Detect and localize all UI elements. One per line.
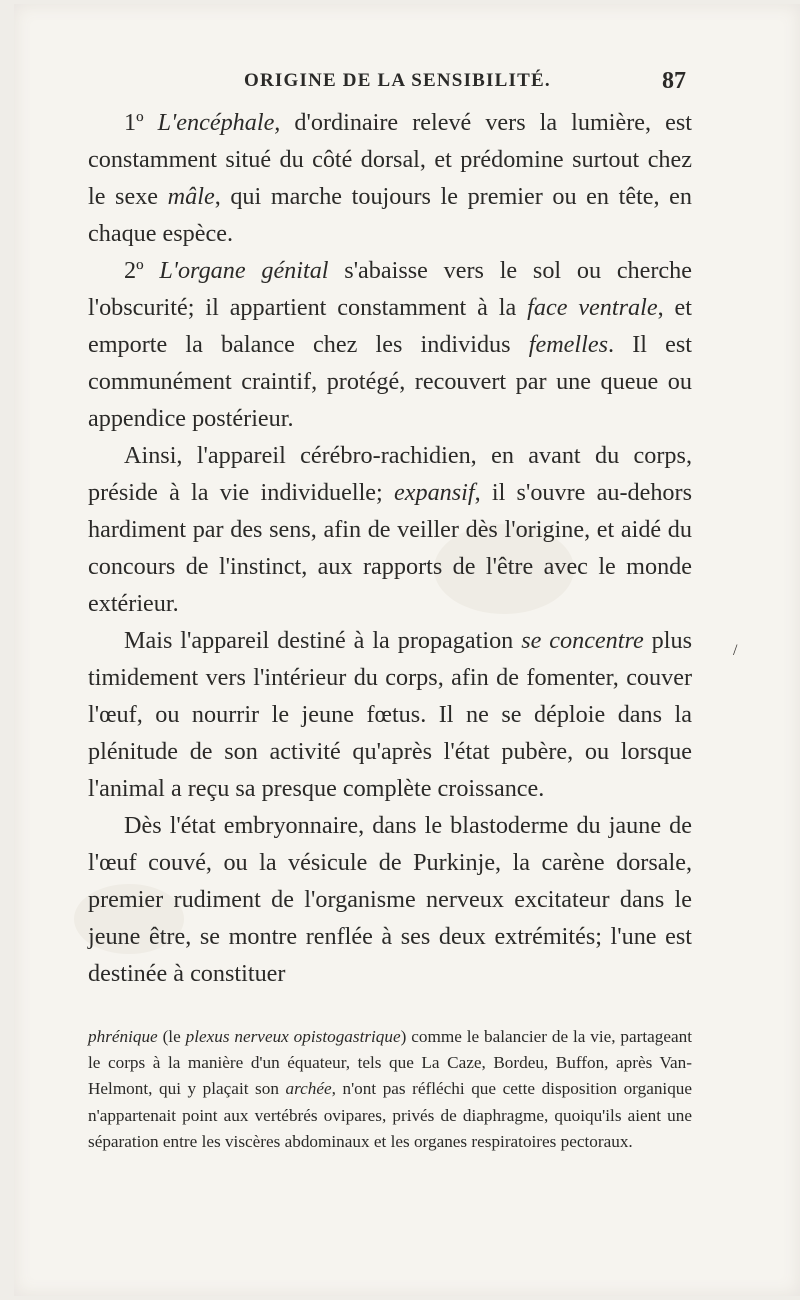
italic-term: se concentre — [521, 627, 644, 654]
paragraph-5 — [88, 807, 692, 992]
text-run: Dès l'état embryonnaire, dans le blastoderme du jaune de l'œuf couvé, ou la vésicule de Purkinje, la carène dorsale, premier rudiment de l'organisme nerveux excitateur dans le jeune être, se montre renflée à ses deux extrémités; l'une est destinée à constituer — [88, 812, 692, 987]
paragraph-4 — [88, 622, 692, 807]
text-run: (le — [157, 1027, 186, 1046]
text-run: Ainsi, l'appareil cérébro-rachidien, en avant du corps, préside à la vie individuelle; — [88, 442, 692, 506]
text-run: , qui marche toujours le premier ou en tête, en chaque espèce. — [88, 183, 693, 247]
running-header — [244, 68, 686, 98]
italic-term: L'organe génital — [159, 257, 329, 284]
text-run: , il s'ouvre au-dehors hardiment par des sens, afin de veiller dès l'origine, et aidé du concours de l'instinct, aux rapports de l'être avec le monde extérieur. — [88, 479, 692, 617]
page-number: 87 — [662, 68, 686, 94]
text-run: d'ordinaire relevé vers la lumière, est constamment situé du côté dorsal, et prédomine surtout chez le sexe — [88, 109, 692, 210]
text-run: Mais l'appareil destiné à la propagation — [124, 627, 522, 654]
paragraph-1 — [88, 104, 692, 252]
running-title: ORIGINE DE LA SENSIBILITÉ. — [244, 70, 551, 91]
text-run: , n'ont pas réfléchi que cette disposition organique n'appartenait point aux vertébrés ovipares, privés de diaphragme, quoiqu'ils aient une séparation entre les viscères abdominaux et les organes respiratoires pectoraux. — [88, 1079, 693, 1151]
italic-term: L'encéphale, — [157, 109, 281, 136]
book-page — [14, 4, 800, 1296]
margin-pencil-mark: / — [733, 642, 738, 659]
italic-term: plexus nerveux opistogastrique — [185, 1027, 401, 1046]
text-run: plus timidement vers l'intérieur du corps, afin de fomenter, couver l'œuf, ou nourrir le jeune fœtus. Il ne se déploie dans la plénitude de son activité qu'après l'état pubère, ou lorsque l'animal a reçu sa presque complète croissance. — [88, 627, 692, 802]
item-number: 2º — [124, 257, 160, 284]
text-run: . Il est communément craintif, protégé, recouvert par une queue ou appendice postérieur. — [88, 331, 692, 432]
text-run: , et emporte la balance chez les individus — [88, 294, 692, 358]
text-run: ) comme le balancier de la vie, partageant le corps à la manière d'un équateur, tels que La Caze, Bordeu, Buffon, après Van-Helmont, qui y plaçait son — [88, 1027, 692, 1099]
body-text — [88, 104, 692, 992]
text-run: s'abaisse vers le sol ou cherche l'obscurité; il appartient constamment à la — [88, 257, 692, 321]
italic-term: phrénique — [88, 1027, 158, 1046]
italic-term: face ventrale — [527, 294, 658, 321]
italic-term: mâle — [167, 183, 215, 210]
italic-term: archée — [285, 1079, 332, 1099]
italic-term: expansif — [394, 479, 475, 506]
paragraph-3 — [88, 437, 692, 622]
italic-term: femelles — [528, 331, 608, 358]
footnote-text — [88, 1024, 692, 1155]
footnote — [88, 1024, 692, 1155]
paragraph-2 — [88, 252, 692, 437]
item-number: 1º — [124, 109, 158, 136]
